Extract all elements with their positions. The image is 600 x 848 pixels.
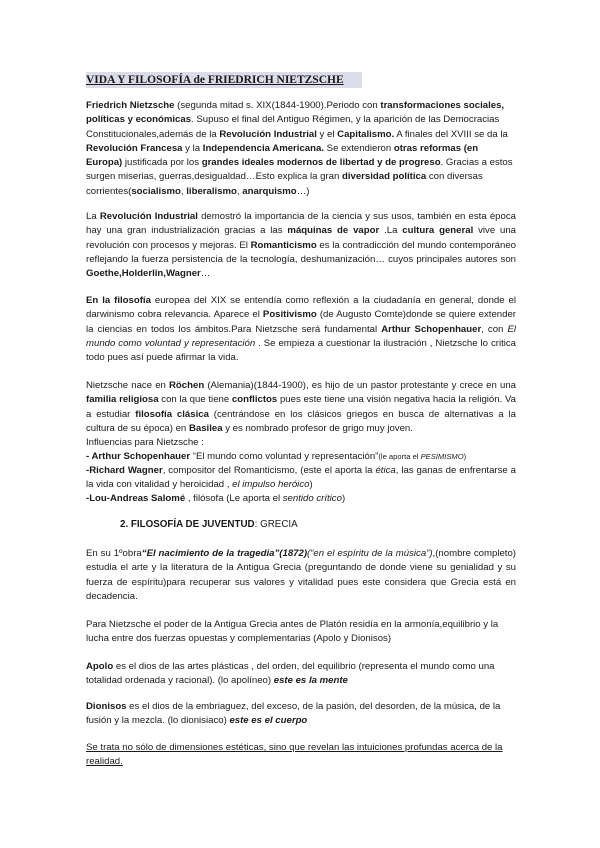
text-span: demostró la importancia de la ciencia y sus usos, también en esta época hay una gran industrialización gracias a las [86, 211, 516, 237]
influence-wagner [86, 464, 516, 493]
text-span: familia religiosa [86, 394, 159, 406]
text-span: filosofía clásica [135, 408, 209, 420]
text-span: justificada por los [122, 157, 202, 169]
influences-intro: Influencias para Nietzsche : [86, 437, 204, 448]
text-span: Nietzsche nace en [86, 380, 169, 391]
text-span: el impulso heróico [232, 479, 310, 491]
text-span: Revolución Industrial [219, 128, 317, 140]
text-span: La [86, 211, 100, 222]
text-span: con la que tiene [158, 394, 232, 406]
text-span: .La [379, 225, 403, 237]
text-span: grandes ideales modernos de libertad y de progreso [201, 157, 441, 169]
text-span: máquinas de vapor [287, 225, 380, 237]
text-span: El mundo como voluntad y representación [86, 323, 516, 349]
text-span: En su 1ºobra [86, 548, 142, 559]
text-span: En la filosofía [86, 295, 151, 306]
text-span: es el dios de las artes plásticas , del orden, del equilibrio (representa el mundo como una totalidad ordenada y racional). (lo apolíneo) [86, 661, 495, 687]
text-span: este es la mente [273, 675, 348, 687]
text-span: anarquismo [242, 185, 297, 197]
text-span: “El mundo como voluntad y representación” [190, 451, 379, 462]
text-span: europea del XIX se entendía como reflexión a la ciudadanía en general, donde el darwinismo cobra relevancia. Aparece el [86, 295, 516, 321]
text-span: es el dios de la embriaguez, del exceso, de la pasión, del desorden, de la música, de la fusión y la mezcla. (lo dionisiaco) [86, 701, 501, 727]
greece-paragraph: Para Nietzsche el poder de la Antigua Grecia antes de Platón residía en la armonía,equilibrio y la lucha entre dos fuerzas opuestas y complementarias (Apolo y Dionisos) [86, 619, 499, 645]
text-span: (Alemania)(1844-1900), es hijo de un pastor protestante y crece en una [204, 380, 516, 391]
text-span: Se extendieron [324, 142, 394, 154]
text-span: . Supuso el final del Antiguo Régimen, y la aparición de las Democracias Constitucionales,además de la [86, 114, 500, 140]
text-span: pues este tiene una visión negativa hacia la religión. Va a estudiar [86, 394, 516, 420]
text-span: ) [341, 493, 346, 504]
text-span: Positivismo [262, 309, 317, 321]
text-span: 2. FILOSOFÍA DE JUVENTUD [120, 519, 255, 530]
text-span: , [236, 185, 243, 197]
tragedy-paragraph [86, 547, 516, 604]
section-heading [120, 518, 298, 532]
text-span: “El nacimiento de la tragedia”(1872) [141, 548, 308, 559]
text-span: , [180, 185, 187, 197]
text-span: transformaciones sociales, políticas y económicas [86, 100, 505, 126]
text-span: Revolución Francesa [86, 142, 183, 154]
text-span: , compositor del Romanticismo, (este el aporta la [162, 465, 376, 476]
conclusion-paragraph: Se trata no sólo de dimensiones estéticas, sino que revelan las intuiciones profundas acerca de la realidad. [86, 742, 503, 768]
text-span: es la contradicción del mundo contemporáneo reflejando la fuerza persistencia de la tecnología, deshumanización… cuyos principales autores son [86, 239, 516, 265]
text-span: y la [182, 142, 203, 154]
text-span: este es el cuerpo [229, 715, 308, 727]
text-span: (centrándose en los clásicos griegos en busca de alternativas a la cultura de su época) en [86, 408, 516, 434]
text-span: Independencia Americana. [202, 142, 324, 154]
text-span: . Gracias a estos surgen miserias, guerras,desigualdad…Esto explica la gran [86, 157, 513, 183]
text-span: A finales del XVIII se da la [394, 128, 508, 140]
text-span: , con [481, 323, 508, 335]
influence-schopenhauer [86, 450, 516, 464]
page-title: VIDA Y FILOSOFÍA de FRIEDRICH NIETZSCHE [86, 72, 362, 88]
text-span: cultura general [402, 225, 474, 237]
text-span: ) [463, 452, 467, 461]
apolo-paragraph [86, 660, 516, 689]
text-span: Romanticismo [250, 239, 317, 251]
text-span: Capitalismo. [337, 128, 395, 140]
industrial-revolution-paragraph [86, 210, 516, 281]
text-span: Goethe,Holderlin,Wagner [86, 268, 201, 280]
text-span: (“en el espíritu de la música”) [307, 548, 433, 559]
intro-paragraph [86, 99, 516, 199]
text-span: . Se empieza a cuestionar la ilustración , Nietzsche lo critica todo pues así puede afirmar la vida. [86, 337, 516, 364]
text-span: Friedrich Nietzsche [86, 100, 175, 111]
text-span: Dionisos [86, 701, 127, 712]
dionisos-paragraph [86, 700, 516, 729]
text-span: (de Augusto Comte)donde se quiere extender la ciencias en todos los ámbitos.Para Nietzsche será fundamental [86, 309, 516, 335]
text-span: diversidad política [341, 171, 427, 183]
text-span: sentido crítico [282, 493, 342, 504]
text-span: , filósofa (Le aporta el [185, 493, 283, 504]
text-span: (segunda mitad s. XIX(1844-1900).Periodo con [174, 100, 381, 111]
text-span: : GRECIA [254, 519, 298, 530]
text-span: , las ganas de enfrentarse a la vida con vitalidad y heroicidad , [86, 465, 517, 491]
text-span: con diversas corrientes( [86, 171, 483, 197]
text-span: vive una revolución con procesos y mejoras. El [86, 225, 517, 251]
text-span: Basilea [188, 422, 223, 434]
text-span: Revolución Industrial [99, 211, 198, 222]
text-span: … [200, 268, 211, 280]
biography-paragraph [86, 379, 516, 436]
text-span: - Arthur Schopenhauer [86, 451, 191, 462]
text-span: y es nombrado profesor de grigo muy joven. [222, 422, 413, 434]
text-span: ,(nombre completo) estudia el arte y la literatura de la Antigua Grecia (preguntando de donde viene su genialidad y su fuerza de espíritu)para recuperar sus valores y vitalidad pues este considera que Grecia está en decadencia. [86, 548, 516, 602]
text-span: Apolo [86, 661, 114, 672]
text-span: Arthur Schopenhauer [381, 323, 482, 335]
text-span: …) [296, 185, 310, 197]
text-span: otras reformas (en Europa) [86, 142, 479, 169]
text-span: y el [316, 128, 338, 140]
philosophy-paragraph [86, 294, 516, 365]
text-span: socialismo [131, 185, 181, 197]
text-span: -Lou-Andreas Salomé [86, 493, 186, 504]
text-span: liberalismo [186, 185, 237, 197]
text-span: ética [375, 465, 396, 476]
text-span: PESIMISMO [420, 452, 464, 461]
text-span: ) [309, 479, 313, 491]
influence-salome [86, 492, 516, 506]
text-span: conflictos [231, 394, 278, 406]
text-span: (le aporta el [378, 452, 421, 461]
text-span: Röchen [169, 380, 205, 391]
text-span: -Richard Wagner [86, 465, 163, 476]
